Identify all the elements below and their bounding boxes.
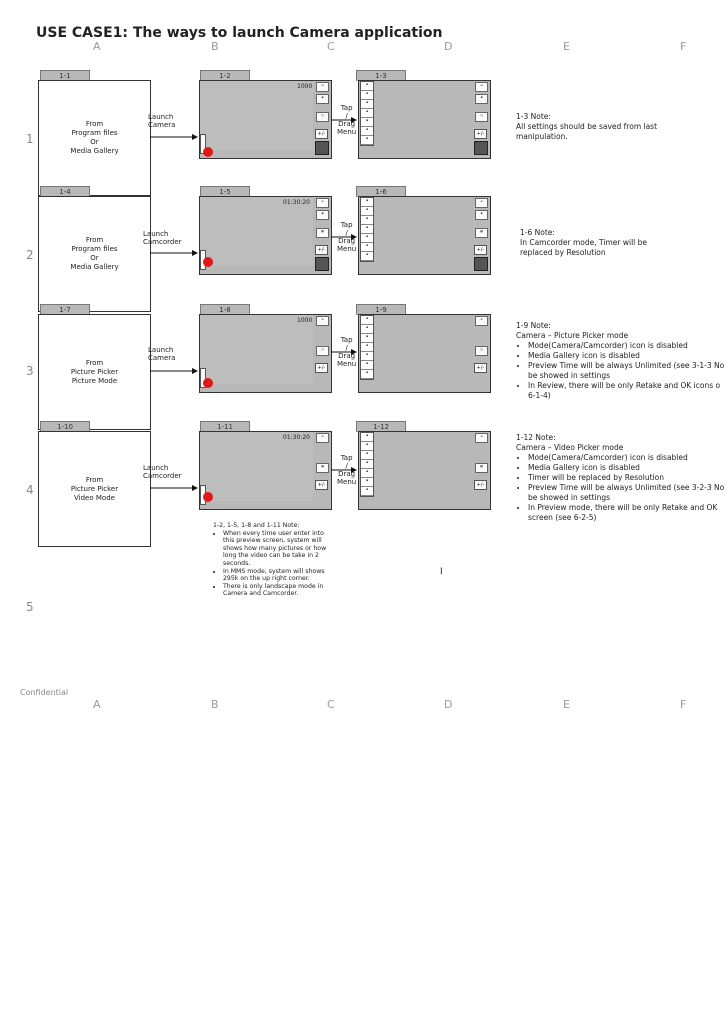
menu-item-icon[interactable]: ▪ <box>361 100 373 109</box>
menu-item-icon[interactable]: ▪ <box>361 460 373 469</box>
frame-tag-1-9: 1-9 <box>356 304 406 315</box>
zoom-control[interactable]: +/- <box>474 245 487 255</box>
row-label-3: 3 <box>26 364 34 378</box>
zoom-control[interactable]: +/- <box>315 363 328 373</box>
zoom-control[interactable]: +/- <box>315 480 328 490</box>
launch-label: Launch Camera <box>148 346 176 362</box>
page-title: USE CASE1: The ways to launch Camera application <box>36 25 443 41</box>
note-title: 1-9 Note: <box>516 321 551 330</box>
column-label-a-bottom: A <box>93 698 101 711</box>
menu-item-icon[interactable]: ▪ <box>361 334 373 343</box>
source-text: From Program files Or Media Gallery <box>70 120 119 155</box>
row-label-1: 1 <box>26 132 34 146</box>
frame-tag-1-1: 1-1 <box>40 70 90 81</box>
note-item: • In Review, there will be only Retake and OK icons o 6-1-4) <box>528 381 728 401</box>
column-label-f-bottom: F <box>680 698 687 711</box>
mode-icon[interactable]: ▪ <box>316 210 329 220</box>
column-label-e-bottom: E <box>563 698 570 711</box>
menu-item-icon[interactable]: ▪ <box>361 136 373 145</box>
menu-item-icon[interactable]: ▪ <box>361 361 373 370</box>
frame-tag-1-7: 1-7 <box>40 304 90 315</box>
note-item: • Preview Time will be always Unlimited (see 3-2-3 No be showed in settings <box>528 483 728 503</box>
zoom-control[interactable]: +/- <box>474 363 487 373</box>
launch-label: Launch Camcorder <box>143 230 182 246</box>
note-item: • Timer will be replaced by Resolution <box>528 473 728 483</box>
mode-icon[interactable]: ▪ <box>475 210 488 220</box>
resolution-icon[interactable]: ▦ <box>316 463 329 473</box>
menu-item-icon[interactable]: ▪ <box>361 316 373 325</box>
menu-item-icon[interactable]: ▪ <box>361 118 373 127</box>
row-label-5: 5 <box>26 600 34 614</box>
note-item: • Media Gallery icon is disabled <box>528 351 728 361</box>
launch-label: Launch Camcorder <box>143 464 182 480</box>
frame-tag-1-3: 1-3 <box>356 70 406 81</box>
menu-item-icon[interactable]: ▪ <box>361 433 373 442</box>
row-label-4: 4 <box>26 483 34 497</box>
zoom-control[interactable]: +/- <box>474 480 487 490</box>
stray-mark: I <box>440 567 443 577</box>
note-body: All settings should be saved from last manipulation. <box>516 122 658 141</box>
menu-item-icon[interactable]: ▪ <box>361 207 373 216</box>
timer-icon[interactable]: ◷ <box>475 112 488 122</box>
timer-icon[interactable]: ◷ <box>475 346 488 356</box>
note-title: 1-2, 1-5, 1-8 and 1-11 Note: <box>213 522 300 529</box>
note-subtitle: Camera – Picture Picker mode <box>516 331 629 340</box>
settings-icon[interactable]: ≡ <box>316 82 329 92</box>
note-item: • In MMS mode, system will shows 295k on the up right corner. <box>223 568 337 583</box>
mode-icon[interactable]: ▪ <box>316 94 329 104</box>
settings-icon[interactable]: ≡ <box>475 198 488 208</box>
column-label-a: A <box>93 40 101 53</box>
column-label-f: F <box>680 40 687 53</box>
menu-item-icon[interactable]: ▪ <box>361 325 373 334</box>
frame-tag-1-12: 1-12 <box>356 421 406 432</box>
frame-tag-1-11: 1-11 <box>200 421 250 432</box>
menu-item-icon[interactable]: ▪ <box>361 442 373 451</box>
settings-icon[interactable]: ≡ <box>475 316 488 326</box>
frame-tag-1-5: 1-5 <box>200 186 250 197</box>
record-time-readout: 01:30:20 <box>283 199 310 206</box>
note-item: • Mode(Camera/Camcorder) icon is disabled <box>528 341 728 351</box>
column-label-b-bottom: B <box>211 698 219 711</box>
settings-icon[interactable]: ≡ <box>475 82 488 92</box>
resolution-icon[interactable]: ▦ <box>475 228 488 238</box>
menu-item-icon[interactable]: ▪ <box>361 91 373 100</box>
menu-item-icon[interactable]: ▪ <box>361 252 373 261</box>
menu-item-icon[interactable]: ▪ <box>361 370 373 379</box>
tap-drag-label: Tap / Drag Menu <box>337 104 357 136</box>
note-item: • In Preview mode, there will be only Retake and OK screen (see 6-2-5) <box>528 503 728 523</box>
column-label-c: C <box>327 40 335 53</box>
frame-tag-1-6: 1-6 <box>356 186 406 197</box>
shots-remaining-readout: 1000 <box>297 83 313 90</box>
zoom-control[interactable]: +/- <box>474 129 487 139</box>
column-label-c-bottom: C <box>327 698 335 711</box>
note-item: • Media Gallery icon is disabled <box>528 463 728 473</box>
menu-item-icon[interactable]: ▪ <box>361 352 373 361</box>
menu-item-icon[interactable]: ▪ <box>361 127 373 136</box>
menu-item-icon[interactable]: ▪ <box>361 198 373 207</box>
zoom-control[interactable]: +/- <box>315 129 328 139</box>
column-label-d: D <box>444 40 453 53</box>
settings-icon[interactable]: ≡ <box>316 198 329 208</box>
frame-tag-1-2: 1-2 <box>200 70 250 81</box>
settings-icon[interactable]: ≡ <box>316 316 329 326</box>
source-text: From Picture Picker Picture Mode <box>70 358 119 385</box>
menu-item-icon[interactable]: ▪ <box>361 234 373 243</box>
column-label-b: B <box>211 40 219 53</box>
menu-item-icon[interactable]: ▪ <box>361 451 373 460</box>
note-subtitle: Camera – Video Picker mode <box>516 443 624 452</box>
menu-item-icon[interactable]: ▪ <box>361 109 373 118</box>
note-title: 1-6 Note: <box>520 228 555 237</box>
zoom-control[interactable]: +/- <box>315 245 328 255</box>
timer-icon[interactable]: ◷ <box>316 346 329 356</box>
menu-item-icon[interactable]: ▪ <box>361 82 373 91</box>
note-item: • Preview Time will be always Unlimited (see 3-1-3 No be showed in settings <box>528 361 728 381</box>
note-item: • When every time user enter into this preview screen, system will shows how many pictures or how long the video can be take in 2 seconds. <box>223 530 337 568</box>
tap-drag-label: Tap / Drag Menu <box>337 454 357 486</box>
frame-tag-1-8: 1-8 <box>200 304 250 315</box>
note-title: 1-3 Note: <box>516 112 551 121</box>
menu-item-icon[interactable]: ▪ <box>361 469 373 478</box>
menu-item-icon[interactable]: ▪ <box>361 478 373 487</box>
note-item: • Mode(Camera/Camcorder) icon is disabled <box>528 453 728 463</box>
source-text: From Program files Or Media Gallery <box>70 236 119 271</box>
resolution-icon[interactable]: ▦ <box>475 463 488 473</box>
note-body: In Camcorder mode, Timer will be replaced by Resolution <box>520 238 647 257</box>
menu-item-icon[interactable]: ▪ <box>361 243 373 252</box>
row-label-2: 2 <box>26 248 34 262</box>
confidential-label: Confidential <box>20 688 69 697</box>
column-label-e: E <box>563 40 570 53</box>
shots-remaining-readout: 1000 <box>297 317 313 324</box>
tap-drag-label: Tap / Drag Menu <box>337 221 357 253</box>
column-label-d-bottom: D <box>444 698 453 711</box>
menu-item-icon[interactable]: ▪ <box>361 487 373 496</box>
launch-label: Launch Camera <box>148 113 176 129</box>
frame-tag-1-10: 1-10 <box>40 421 90 432</box>
note-item: • There is only landscape mode in Camera and Camcorder. <box>223 583 337 598</box>
settings-icon[interactable]: ≡ <box>475 433 488 443</box>
mode-icon[interactable]: ▪ <box>475 94 488 104</box>
record-time-readout: 01:30:20 <box>283 434 310 441</box>
source-text: From Picture Picker Video Mode <box>70 475 119 502</box>
note-title: 1-12 Note: <box>516 433 556 442</box>
menu-item-icon[interactable]: ▪ <box>361 343 373 352</box>
frame-tag-1-4: 1-4 <box>40 186 90 197</box>
tap-drag-label: Tap / Drag Menu <box>337 336 357 368</box>
menu-item-icon[interactable]: ▪ <box>361 225 373 234</box>
timer-icon[interactable]: ◷ <box>316 112 329 122</box>
settings-icon[interactable]: ≡ <box>316 433 329 443</box>
resolution-icon[interactable]: ▦ <box>316 228 329 238</box>
menu-item-icon[interactable]: ▪ <box>361 216 373 225</box>
